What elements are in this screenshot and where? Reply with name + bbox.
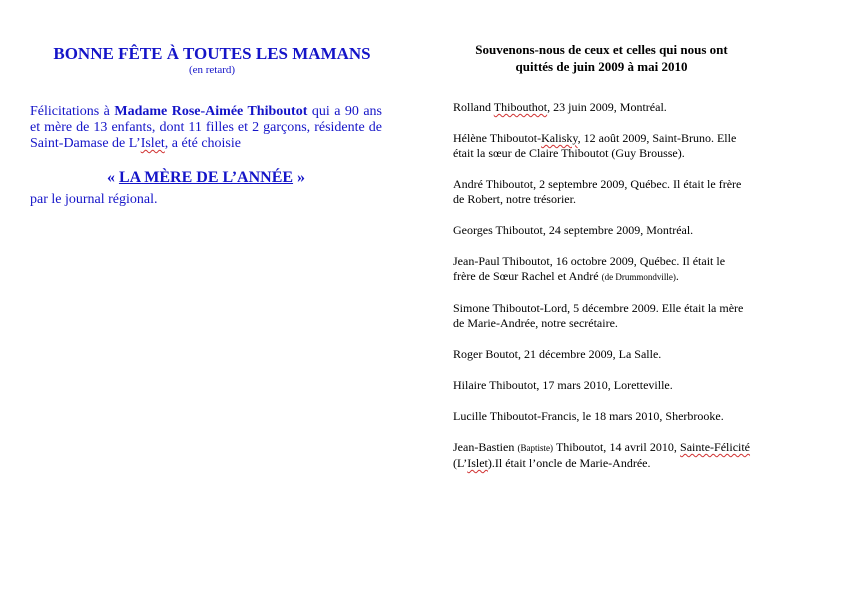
entry-place: Islet bbox=[467, 456, 488, 470]
journal-line: par le journal régional. bbox=[30, 192, 158, 207]
mothers-day-section bbox=[30, 44, 382, 208]
memorial-entry bbox=[453, 440, 750, 471]
mothers-day-title: BONNE FÊTE À TOUTES LES MAMANS bbox=[53, 44, 371, 63]
memorial-section bbox=[453, 41, 750, 487]
entry-surname: Kalisky bbox=[541, 131, 578, 145]
memorial-entry: André Thiboutot, 2 septembre 2009, Québec. Il était le frère de Robert, notre trésorier. bbox=[453, 177, 742, 206]
entry-note: (de Drummondville) bbox=[601, 272, 676, 282]
entry-note: (Baptiste) bbox=[517, 443, 553, 453]
memorial-entry: Georges Thiboutot, 24 septembre 2009, Montréal. bbox=[453, 223, 694, 237]
memorial-entry bbox=[453, 131, 750, 161]
entry-text: Thiboutot, 14 avril 2010, bbox=[553, 440, 681, 454]
memorial-header-line2: quittés de juin 2009 à mai 2010 bbox=[515, 59, 688, 74]
entry-text: Hélène Thiboutot- bbox=[453, 131, 542, 145]
entry-text: Rolland bbox=[453, 100, 494, 114]
memorial-entry: Lucille Thiboutot-Francis, le 18 mars 2010, Sherbrooke. bbox=[453, 409, 724, 423]
entry-place: Sainte-Félicité bbox=[680, 440, 751, 454]
award-open-quote: « bbox=[106, 169, 119, 186]
congrats-place: Islet bbox=[140, 136, 165, 151]
memorial-entry bbox=[453, 254, 750, 285]
award-label: LA MÈRE DE L’ANNÉE bbox=[118, 169, 294, 186]
award-close-quote: » bbox=[293, 169, 306, 186]
memorial-entry: Roger Boutot, 21 décembre 2009, La Salle. bbox=[453, 347, 662, 361]
memorial-entry: Hilaire Thiboutot, 17 mars 2010, Loretteville. bbox=[453, 378, 673, 392]
honoree-name: Madame Rose-Aimée Thiboutot bbox=[114, 104, 308, 119]
memorial-list bbox=[453, 100, 750, 471]
memorial-entry bbox=[453, 100, 750, 115]
entry-text: (L’ bbox=[453, 456, 468, 470]
congrats-prefix: Félicitations à bbox=[30, 104, 115, 119]
entry-text: , 12 août 2009, Saint-Bruno. Elle était la sœur de Claire Thiboutot (Guy Brousse). bbox=[453, 131, 737, 160]
memorial-header-line1: Souvenons-nous de ceux et celles qui nous ont bbox=[475, 42, 728, 57]
entry-text: Jean-Paul Thiboutot, 16 octobre 2009, Québec. Il était le frère de Sœur Rachel et André bbox=[453, 254, 726, 283]
entry-text: . bbox=[675, 269, 679, 283]
congrats-suffix: , a été choisie bbox=[164, 136, 241, 151]
congrats-middle: qui a 90 ans et mère de 13 enfants, dont 11 filles et 2 garçons, résidente de Saint-Damase de L’ bbox=[30, 104, 383, 151]
congratulations-paragraph bbox=[30, 104, 382, 152]
memorial-header bbox=[453, 41, 750, 75]
memorial-entry: Simone Thiboutot-Lord, 5 décembre 2009. Elle était la mère de Marie-Andrée, notre secrétaire. bbox=[453, 301, 744, 330]
entry-surname: Thibouthot bbox=[493, 100, 548, 114]
award-title bbox=[30, 168, 382, 188]
mothers-day-subtitle: (en retard) bbox=[188, 64, 236, 76]
entry-text: Jean-Bastien bbox=[453, 440, 518, 454]
entry-text: ).Il était l’oncle de Marie-Andrée. bbox=[487, 456, 651, 470]
entry-text: , 23 juin 2009, Montréal. bbox=[547, 100, 667, 114]
